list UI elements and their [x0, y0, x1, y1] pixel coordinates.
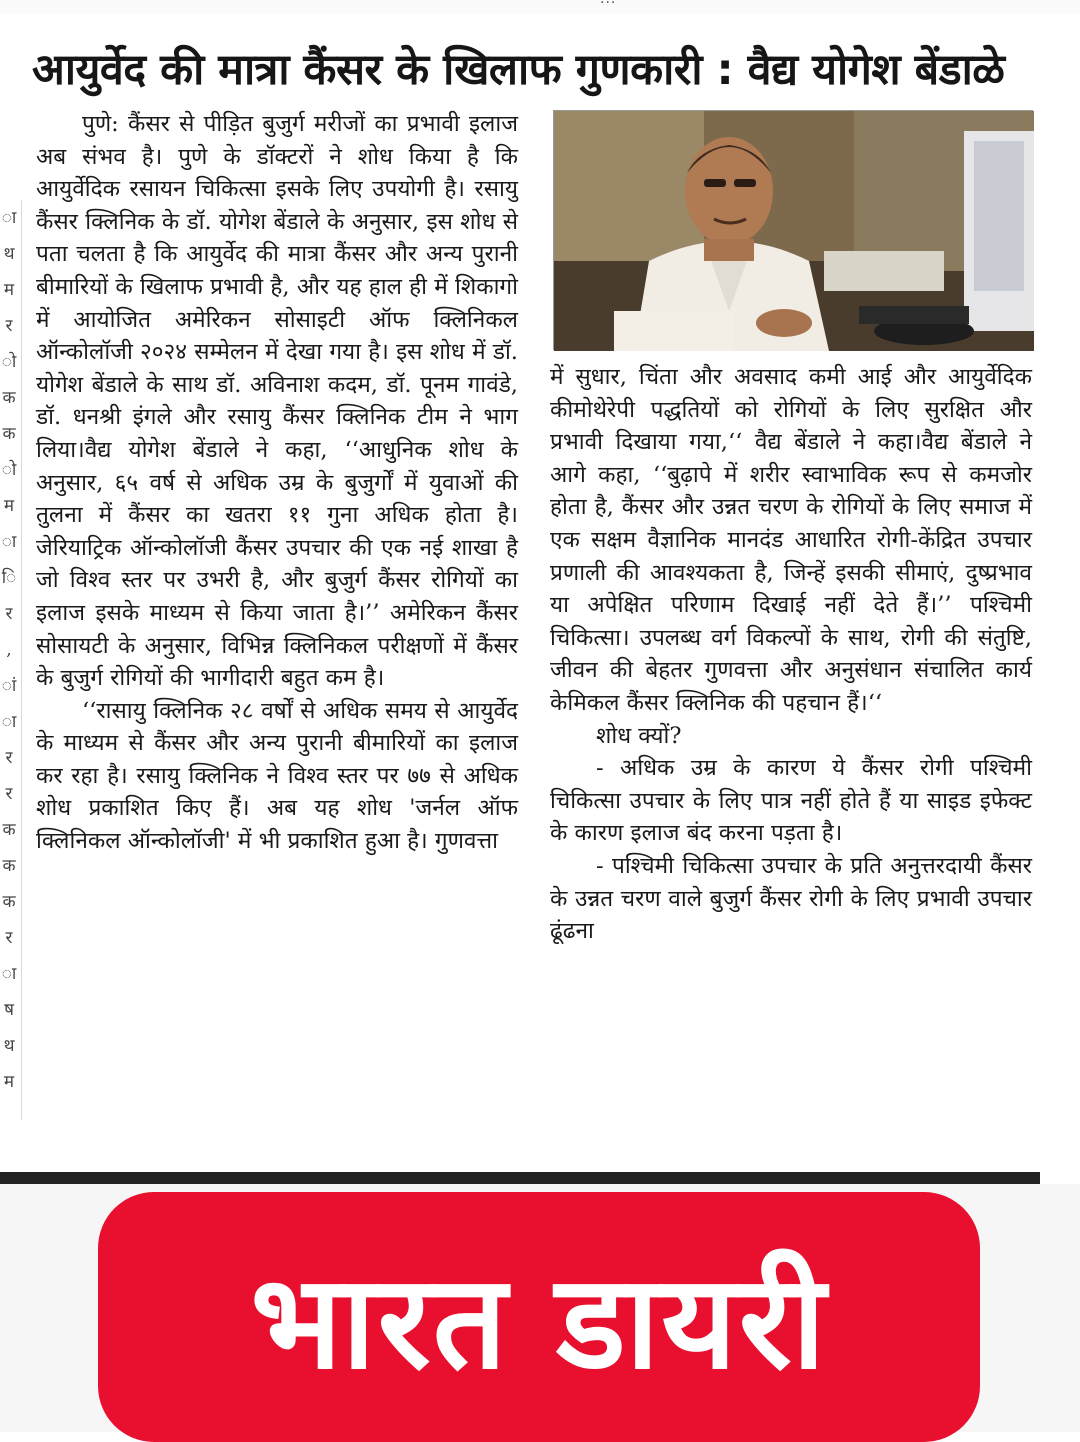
margin-glyph: म [3, 496, 15, 516]
margin-glyph: क [2, 424, 16, 444]
margin-glyph: क [2, 388, 16, 408]
margin-glyph: ा [1, 964, 17, 984]
article-left-column [36, 108, 518, 1164]
margin-glyph: र [5, 748, 13, 768]
margin-glyph: ो [1, 460, 17, 480]
brand-logo-text: भारत डायरी [250, 1245, 828, 1398]
bullet-point: - पश्चिमी चिकित्सा उपचार के प्रति अनुत्तरदायी कैंसर के उन्नत चरण वाले बुजुर्ग कैंसर रोगी के लिए प्रभावी उपचार ढूंढना [550, 852, 1032, 945]
margin-glyph: र [5, 604, 13, 624]
margin-glyph: र [5, 784, 13, 804]
margin-glyph: ष [4, 1000, 14, 1020]
margin-glyph: ा [1, 712, 17, 732]
margin-glyph: थ [3, 244, 15, 264]
brand-logo-badge [98, 1192, 980, 1442]
article-paragraph: में सुधार, चिंता और अवसाद कमी आई और आयुर्वेदिक कीमोथेरेपी पद्धतियों को रोगियों के लिए सुरक्षित और प्रभावी दिखाया गया,‘‘ वैद्य बेंडाले ने कहा।वैद्य बेंडाले ने आगे कहा, ‘‘बुढ़ापे में शरीर स्वाभाविक रूप से कमजोर होता है, कैंसर और उन्नत चरण के रोगियों के लिए समाज में एक सक्षम वैज्ञानिक मानदंड आधारित रोगी-केंद्रित उपचार प्रणाली की आवश्यकता है, जिन्हें इसकी सीमाएं, दुष्प्रभाव या अपेक्षित परिणाम दिखाई नहीं देते हैं।’’ पश्चिमी चिकित्सा। उपलब्ध वर्ग विकल्पों के साथ, रोगी की संतुष्टि, जीवन की बेहतर गुणवत्ता और अनुसंधान संचालित कार्य केमिकल कैंसर क्लिनिक की पहचान हैं।‘‘ [550, 364, 1032, 716]
margin-glyph: ि [1, 568, 17, 588]
margin-glyph: ां [1, 676, 17, 696]
margin-glyph: क [2, 892, 16, 912]
margin-glyph: र [5, 316, 13, 336]
margin-glyph: म [3, 1072, 15, 1092]
doctor-photo-illustration [554, 111, 1034, 351]
margin-glyph: ा [1, 208, 17, 228]
margin-glyph: म [3, 280, 15, 300]
article-paragraph: ‘‘रासायु क्लिनिक २८ वर्षों से अधिक समय से आयुर्वेद के माध्यम से कैंसर और अन्य पुरानी बीमारियों का इलाज कर रहा है। रसायु क्लिनिक ने विश्व स्तर पर ७७ से अधिक शोध प्रकाशित किए हैं। अब यह शोध 'जर्नल ऑफ क्लिनिकल ऑन्कोलॉजी' में भी प्रकाशित हुआ है। गुणवत्ता [36, 697, 518, 855]
margin-glyph: र [5, 928, 13, 948]
margin-glyph: क [2, 856, 16, 876]
doctor-photo [553, 110, 1033, 350]
margin-glyph: थ [3, 1036, 15, 1056]
top-strip-text [600, 0, 616, 7]
section-divider [0, 1172, 1040, 1184]
bullet-point: - अधिक उम्र के कारण ये कैंसर रोगी पश्चिमी चिकित्सा उपचार के लिए पात्र नहीं होते हैं या साइड इफेक्ट के कारण इलाज बंद करना पड़ता है। [550, 755, 1032, 847]
margin-glyph: ो [1, 352, 17, 372]
article-right-column [550, 361, 1032, 1151]
margin-glyph: क [2, 820, 16, 840]
headline: आयुर्वेद की मात्रा कैंसर के खिलाफ गुणकारी : वैद्य योगेश बेंडाळे [32, 45, 1005, 95]
margin-glyph: ा [1, 532, 17, 552]
margin-glyph: , [6, 640, 12, 660]
adjacent-column-edge [0, 200, 22, 1120]
article-paragraph: पुणे: कैंसर से पीड़ित बुजुर्ग मरीजों का प्रभावी इलाज अब संभव है। पुणे के डॉक्टरों ने शोध किया है कि आयुर्वेदिक रसायन चिकित्सा इसके लिए उपयोगी है। रसायु कैंसर क्लिनिक के डॉ. योगेश बेंडाले के अनुसार, इस शोध से पता चलता है कि आयुर्वेद की मात्रा कैंसर और अन्य पुरानी बीमारियों के खिलाफ प्रभावी है, और यह हाल ही में शिकागो में आयोजित अमेरिकन सोसाइटी ऑफ क्लिनिकल ऑन्कोलॉजी २०२४ सम्मेलन में देखा गया है। इस शोध में डॉ. योगेश बेंडाले के साथ डॉ. अविनाश कदम, डॉ. पूनम गावंडे, डॉ. धनश्री इंगले और रसायु कैंसर क्लिनिक टीम ने भाग लिया।वैद्य योगेश बेंडाले ने कहा, ‘‘आधुनिक शोध के अनुसार, ६५ वर्ष से अधिक उम्र के बुजुर्गों में युवाओं की तुलना में कैंसर का खतरा ११ गुना अधिक होता है। जेरियाट्रिक ऑन्कोलॉजी कैंसर उपचार की एक नई शाखा है जो विश्व स्तर पर उभरी है, और बुजुर्ग कैंसर रोगियों का इलाज इसके माध्यम से किया जाता है।’’ अमेरिकन कैंसर सोसायटी के अनुसार, विभिन्न क्लिनिकल परीक्षणों में कैंसर के बुजुर्ग रोगियों की भागीदारी बहुत कम है। [36, 111, 518, 692]
top-strip [0, 0, 1080, 14]
section-subheading: शोध क्यों? [596, 722, 682, 749]
